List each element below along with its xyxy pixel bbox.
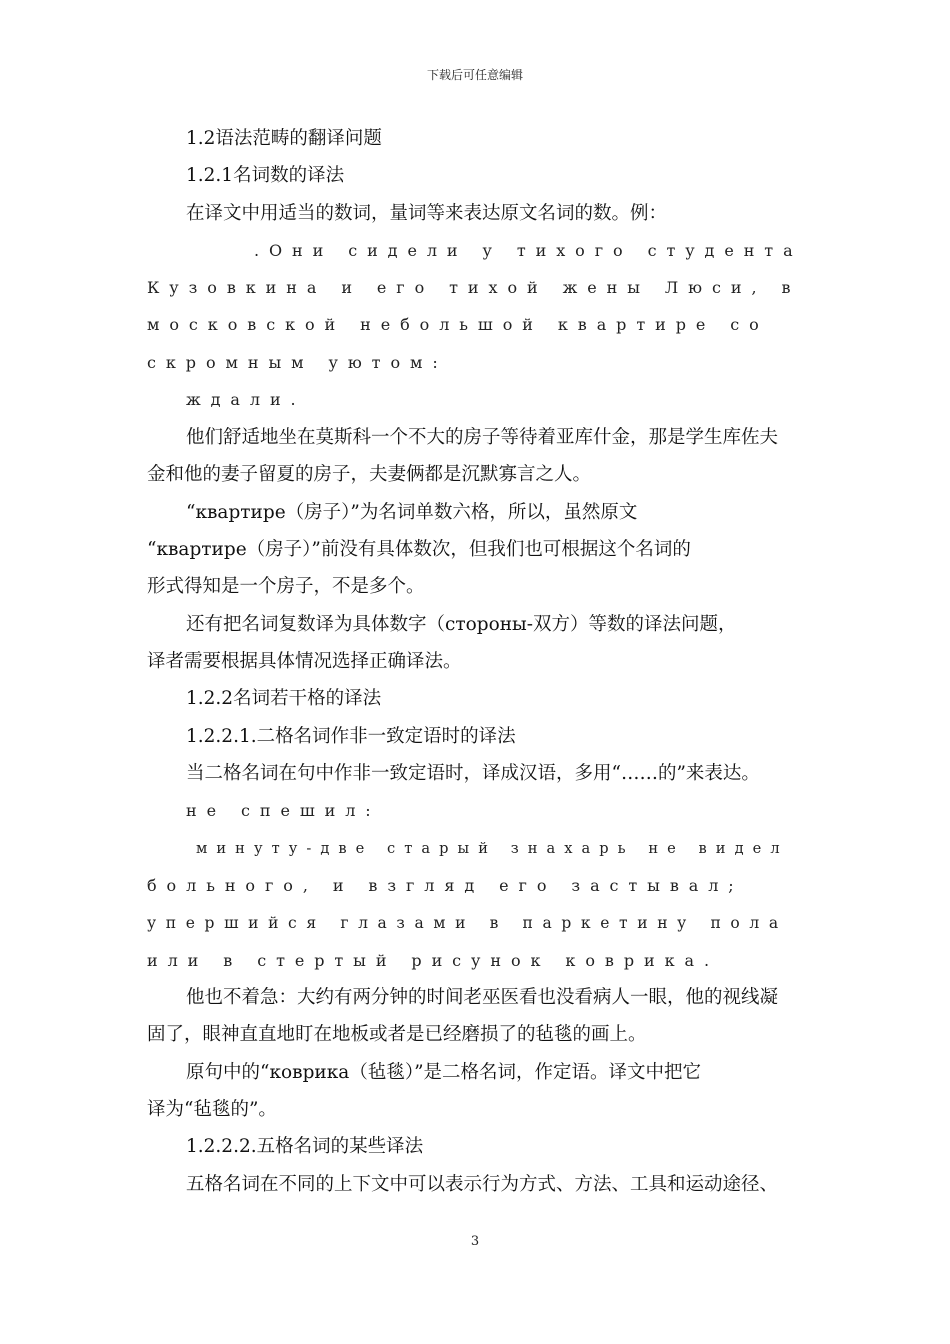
russian-example-line: Кузовкина и его тихой жены Люси, в	[147, 278, 801, 297]
subsection-heading: 1.2.2名词若干格的译法	[186, 688, 382, 709]
paragraph-line: “квартире（房子）”前没有具体数次，但我们也可根据这个名词的	[147, 539, 691, 560]
translation-line: 固了，眼神直直地盯在地板或者是已经磨损了的毡毯的画上。	[147, 1024, 647, 1045]
paragraph-line: 原句中的“коврика（毡毯）”是二格名词，作定语。译文中把它	[186, 1062, 702, 1083]
russian-example-line: .Они сидели у тихого студента	[254, 241, 803, 260]
russian-example-line: минуту-две старый знахарь не видел	[196, 840, 789, 857]
translation-line: 他们舒适地坐在莫斯科一个不大的房子等待着亚库什金，那是学生库佐夫	[186, 427, 779, 448]
page-number: 3	[470, 1234, 480, 1249]
subsection-heading: 1.2.2.2.五格名词的某些译法	[186, 1136, 424, 1157]
russian-example-line: больного, и взгляд его застывал;	[147, 876, 744, 895]
paragraph-line: “квартире（房子）”为名词单数六格，所以，虽然原文	[186, 502, 638, 523]
paragraph: 五格名词在不同的上下文中可以表示行为方式、方法、工具和运动途径、	[186, 1174, 779, 1195]
russian-example-line: скромным уютом:	[147, 353, 448, 372]
paragraph: 当二格名词在句中作非一致定语时，译成汉语，多用“……的”来表达。	[186, 763, 760, 784]
page-header: 下载后可任意编辑	[426, 68, 523, 82]
translation-line: 金和他的妻子留夏的房子，夫妻俩都是沉默寡言之人。	[147, 464, 592, 485]
paragraph-line: 形式得知是一个房子，不是多个。	[147, 576, 425, 597]
russian-example-line: ждали.	[186, 390, 306, 409]
paragraph-line: 还有把名词复数译为具体数字（стороны-双方）等数的译法问题，	[186, 614, 737, 635]
translation-line: 他也不着急：大约有两分钟的时间老巫医看也没看病人一眼，他的视线凝	[186, 987, 779, 1008]
russian-example-line: московской небольшой квартире со	[147, 315, 769, 334]
paragraph-line: 译者需要根据具体情况选择正确译法。	[147, 651, 462, 672]
subsection-heading: 1.2.2.1.二格名词作非一致定语时的译法	[186, 726, 516, 747]
russian-example-line: не спешил:	[186, 801, 381, 820]
russian-example-line: или в стертый рисунок коврика.	[147, 951, 719, 970]
russian-example-line: упершийся глазами в паркетину пола	[147, 914, 788, 932]
section-heading: 1.2语法范畴的翻译问题	[186, 128, 382, 149]
paragraph-line: 译为“毡毯的”。	[147, 1099, 277, 1120]
paragraph: 在译文中用适当的数词，量词等来表达原文名词的数。例：	[186, 203, 668, 224]
subsection-heading: 1.2.1名词数的译法	[186, 165, 345, 186]
